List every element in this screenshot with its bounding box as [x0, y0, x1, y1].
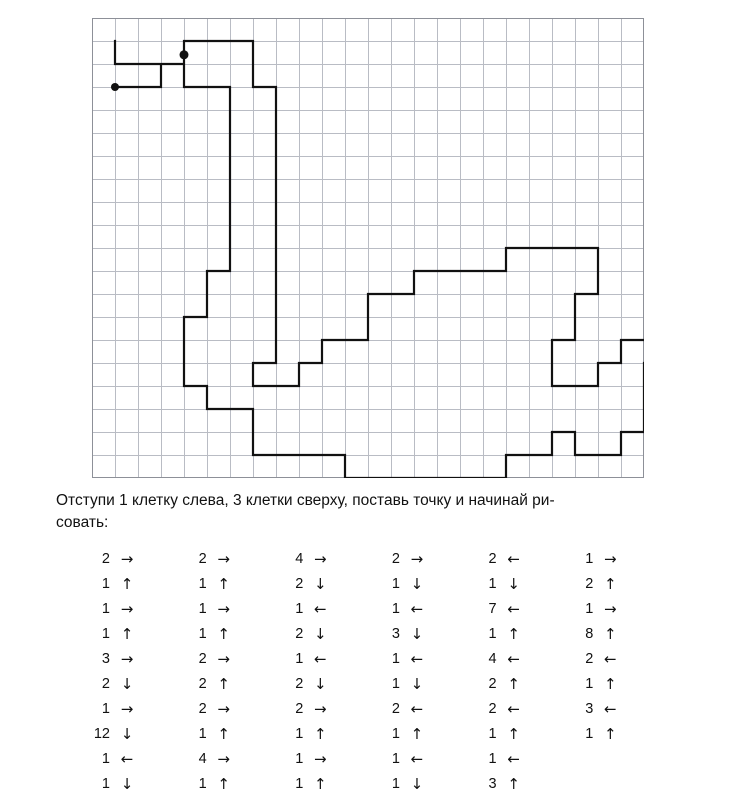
step-direction-arrow-icon: ↓ — [314, 624, 327, 643]
step-row — [84, 546, 664, 571]
step-cell — [84, 571, 181, 596]
step-count: 1 — [391, 600, 400, 617]
step-entry — [374, 725, 471, 743]
step-count: 2 — [391, 550, 400, 567]
step-count: 1 — [101, 625, 110, 642]
step-entry — [84, 675, 181, 693]
step-entry — [374, 600, 471, 618]
swan-figure — [115, 41, 644, 478]
step-direction-arrow-icon: → — [603, 599, 617, 618]
step-direction-arrow-icon: ↓ — [410, 574, 424, 593]
step-direction-arrow-icon: ← — [410, 749, 424, 768]
step-direction-arrow-icon: ← — [410, 699, 424, 718]
step-entry — [471, 600, 568, 618]
step-entry — [567, 700, 664, 718]
step-count: 1 — [391, 675, 400, 692]
step-direction-arrow-icon: ↓ — [410, 774, 424, 793]
step-row — [84, 771, 664, 796]
instructions-text — [56, 490, 692, 535]
step-cell — [374, 571, 471, 596]
step-count: 2 — [295, 700, 304, 717]
step-direction-arrow-icon: ↑ — [217, 774, 230, 793]
step-cell — [84, 771, 181, 796]
step-count: 1 — [391, 775, 400, 792]
step-direction-arrow-icon: ↑ — [603, 574, 617, 593]
step-direction-arrow-icon: ↑ — [217, 574, 230, 593]
step-count: 2 — [295, 575, 304, 592]
step-cell — [567, 746, 664, 771]
step-cell — [277, 771, 374, 796]
step-direction-arrow-icon: ↑ — [314, 724, 327, 743]
step-count: 2 — [198, 700, 207, 717]
step-count: 1 — [391, 650, 400, 667]
step-entry — [471, 575, 568, 593]
step-direction-arrow-icon: ↓ — [507, 574, 520, 593]
step-count: 1 — [295, 600, 304, 617]
step-cell — [567, 771, 664, 796]
step-entry — [277, 725, 374, 743]
step-direction-arrow-icon: ← — [314, 649, 327, 668]
step-direction-arrow-icon: ↑ — [507, 774, 520, 793]
step-entry — [84, 700, 181, 718]
step-direction-arrow-icon: ↑ — [217, 674, 230, 693]
step-entry — [471, 725, 568, 743]
step-entry — [471, 650, 568, 668]
step-direction-arrow-icon: ↓ — [410, 624, 424, 643]
step-entry — [84, 550, 181, 568]
step-entry — [277, 650, 374, 668]
step-cell — [471, 671, 568, 696]
step-count: 2 — [198, 675, 207, 692]
step-cell — [84, 721, 181, 746]
step-entry — [277, 700, 374, 718]
step-count: 3 — [101, 650, 110, 667]
step-count: 2 — [488, 675, 497, 692]
step-cell — [471, 621, 568, 646]
step-cell — [374, 646, 471, 671]
step-entry — [84, 725, 181, 743]
step-entry — [181, 650, 278, 668]
step-direction-arrow-icon: ↑ — [603, 724, 617, 743]
step-direction-arrow-icon: → — [120, 549, 134, 568]
step-count: 4 — [488, 650, 497, 667]
step-cell — [181, 571, 278, 596]
step-count: 1 — [101, 600, 110, 617]
step-direction-arrow-icon: → — [603, 549, 617, 568]
step-cell — [374, 746, 471, 771]
step-cell — [181, 671, 278, 696]
step-cell — [374, 621, 471, 646]
step-count: 2 — [101, 675, 110, 692]
step-entry — [374, 750, 471, 768]
step-entry — [374, 650, 471, 668]
step-entry — [277, 600, 374, 618]
step-entry — [277, 775, 374, 793]
step-direction-arrow-icon: → — [120, 599, 134, 618]
step-entry — [567, 600, 664, 618]
step-direction-arrow-icon: ↓ — [410, 674, 424, 693]
step-count: 1 — [198, 725, 207, 742]
step-count: 1 — [391, 575, 400, 592]
step-entry — [567, 725, 664, 743]
step-cell — [84, 671, 181, 696]
step-entry — [471, 675, 568, 693]
step-direction-arrow-icon: ↑ — [410, 724, 424, 743]
dictation-steps-table — [84, 546, 664, 796]
step-cell — [567, 721, 664, 746]
step-count: 2 — [295, 625, 304, 642]
step-cell — [374, 671, 471, 696]
step-direction-arrow-icon: ↑ — [507, 674, 520, 693]
step-count: 2 — [488, 700, 497, 717]
step-cell — [84, 621, 181, 646]
step-entry — [277, 675, 374, 693]
step-entry — [374, 550, 471, 568]
step-count: 4 — [198, 750, 207, 767]
step-count: 1 — [198, 575, 207, 592]
step-direction-arrow-icon: → — [217, 549, 230, 568]
step-cell — [374, 721, 471, 746]
step-cell — [471, 596, 568, 621]
step-direction-arrow-icon: → — [217, 749, 230, 768]
step-cell — [567, 571, 664, 596]
step-entry — [84, 575, 181, 593]
step-entry — [277, 625, 374, 643]
step-entry — [374, 775, 471, 793]
step-entry — [84, 600, 181, 618]
step-count: 2 — [488, 550, 497, 567]
step-cell — [567, 671, 664, 696]
step-count: 2 — [198, 550, 207, 567]
step-entry — [181, 725, 278, 743]
step-direction-arrow-icon: ↓ — [314, 574, 327, 593]
instruction-line-2: совать: — [56, 514, 109, 532]
step-count: 2 — [295, 675, 304, 692]
step-direction-arrow-icon: → — [217, 699, 230, 718]
step-count: 1 — [295, 775, 304, 792]
step-cell — [84, 596, 181, 621]
step-count: 4 — [295, 550, 304, 567]
step-cell — [181, 746, 278, 771]
step-direction-arrow-icon: ← — [507, 549, 520, 568]
step-direction-arrow-icon: ↓ — [120, 774, 134, 793]
step-direction-arrow-icon: → — [217, 599, 230, 618]
step-direction-arrow-icon: ← — [603, 699, 617, 718]
step-direction-arrow-icon: ↑ — [120, 624, 134, 643]
step-count: 12 — [93, 725, 110, 742]
step-cell — [181, 596, 278, 621]
step-entry — [181, 550, 278, 568]
step-count: 1 — [488, 625, 497, 642]
step-count: 1 — [488, 750, 497, 767]
step-direction-arrow-icon: → — [120, 649, 134, 668]
step-direction-arrow-icon: ↑ — [217, 624, 230, 643]
step-entry — [84, 750, 181, 768]
step-cell — [471, 546, 568, 571]
step-cell — [567, 696, 664, 721]
step-count: 1 — [101, 775, 110, 792]
step-entry — [84, 775, 181, 793]
step-entry — [181, 625, 278, 643]
step-entry — [277, 550, 374, 568]
step-cell — [374, 696, 471, 721]
step-cell — [277, 721, 374, 746]
step-cell — [181, 696, 278, 721]
step-entry — [471, 775, 568, 793]
step-count: 8 — [585, 625, 594, 642]
step-cell — [374, 596, 471, 621]
step-entry — [277, 750, 374, 768]
start-dot-icon — [111, 83, 119, 91]
step-direction-arrow-icon: ← — [603, 649, 617, 668]
step-cell — [277, 621, 374, 646]
step-count: 2 — [585, 575, 594, 592]
graphic-dictation-svg — [92, 18, 644, 478]
step-count: 1 — [295, 725, 304, 742]
eye-dot-icon — [180, 50, 189, 59]
step-direction-arrow-icon: ↓ — [314, 674, 327, 693]
step-count: 1 — [585, 725, 594, 742]
step-count: 2 — [198, 650, 207, 667]
step-count: 1 — [488, 725, 497, 742]
step-direction-arrow-icon: ← — [314, 599, 327, 618]
step-direction-arrow-icon: ← — [120, 749, 134, 768]
step-cell — [471, 646, 568, 671]
step-count: 1 — [101, 575, 110, 592]
step-row — [84, 571, 664, 596]
step-cell — [374, 546, 471, 571]
step-cell — [181, 546, 278, 571]
step-count: 1 — [585, 675, 594, 692]
step-cell — [84, 546, 181, 571]
step-cell — [84, 746, 181, 771]
step-entry — [567, 625, 664, 643]
step-entry — [374, 700, 471, 718]
step-direction-arrow-icon: ↑ — [603, 674, 617, 693]
step-entry — [181, 700, 278, 718]
step-entry — [84, 650, 181, 668]
step-entry — [181, 750, 278, 768]
step-cell — [471, 571, 568, 596]
step-cell — [277, 646, 374, 671]
step-count: 2 — [585, 650, 594, 667]
step-entry — [471, 700, 568, 718]
step-cell — [84, 696, 181, 721]
step-count: 1 — [101, 750, 110, 767]
step-direction-arrow-icon: → — [217, 649, 230, 668]
step-entry — [374, 625, 471, 643]
step-direction-arrow-icon: ↑ — [507, 724, 520, 743]
step-cell — [567, 646, 664, 671]
step-count: 1 — [585, 550, 594, 567]
step-direction-arrow-icon: ← — [507, 599, 520, 618]
step-cell — [277, 671, 374, 696]
step-entry — [567, 550, 664, 568]
step-entry — [277, 575, 374, 593]
step-cell — [374, 771, 471, 796]
step-count: 1 — [488, 575, 497, 592]
step-count: 1 — [198, 625, 207, 642]
step-entry — [567, 675, 664, 693]
step-entry — [471, 550, 568, 568]
step-entry — [181, 675, 278, 693]
step-direction-arrow-icon: ↓ — [120, 674, 134, 693]
step-count: 3 — [585, 700, 594, 717]
step-cell — [181, 621, 278, 646]
step-direction-arrow-icon: → — [314, 699, 327, 718]
step-cell — [181, 771, 278, 796]
step-direction-arrow-icon: ↑ — [314, 774, 327, 793]
step-count: 2 — [391, 700, 400, 717]
step-entry — [181, 775, 278, 793]
step-count: 3 — [391, 625, 400, 642]
step-cell — [84, 646, 181, 671]
step-direction-arrow-icon: ← — [507, 699, 520, 718]
step-row — [84, 671, 664, 696]
step-count: 1 — [295, 750, 304, 767]
step-entry — [181, 600, 278, 618]
step-cell — [181, 721, 278, 746]
step-count: 1 — [198, 775, 207, 792]
step-cell — [181, 646, 278, 671]
step-entry — [374, 675, 471, 693]
step-row — [84, 621, 664, 646]
instruction-line-1: Отступи 1 клетку слева, 3 клетки сверху, поставь точку и начинай ри- — [56, 492, 555, 509]
step-cell — [277, 596, 374, 621]
grid-drawing-area — [92, 18, 644, 478]
step-direction-arrow-icon: → — [120, 699, 134, 718]
step-count: 1 — [295, 650, 304, 667]
step-cell — [471, 696, 568, 721]
step-count: 1 — [101, 700, 110, 717]
step-direction-arrow-icon: ← — [410, 599, 424, 618]
step-direction-arrow-icon: ↑ — [217, 724, 230, 743]
step-count: 1 — [391, 750, 400, 767]
step-cell — [277, 746, 374, 771]
step-cell — [277, 571, 374, 596]
step-direction-arrow-icon: → — [314, 549, 327, 568]
step-entry — [567, 650, 664, 668]
step-cell — [567, 546, 664, 571]
swan-outline-path — [115, 41, 644, 478]
step-row — [84, 696, 664, 721]
step-direction-arrow-icon: ← — [507, 649, 520, 668]
step-entry — [471, 625, 568, 643]
step-count: 2 — [101, 550, 110, 567]
step-direction-arrow-icon: ← — [410, 649, 424, 668]
step-row — [84, 746, 664, 771]
step-direction-arrow-icon: ← — [507, 749, 520, 768]
step-cell — [471, 721, 568, 746]
step-row — [84, 646, 664, 671]
step-row — [84, 596, 664, 621]
step-entry — [567, 575, 664, 593]
step-count: 7 — [488, 600, 497, 617]
step-direction-arrow-icon: ↑ — [120, 574, 134, 593]
step-direction-arrow-icon: ↑ — [507, 624, 520, 643]
step-count: 3 — [488, 775, 497, 792]
step-direction-arrow-icon: → — [314, 749, 327, 768]
step-cell — [471, 771, 568, 796]
step-cell — [277, 696, 374, 721]
step-row — [84, 721, 664, 746]
step-count: 1 — [585, 600, 594, 617]
step-count: 1 — [198, 600, 207, 617]
step-cell — [277, 546, 374, 571]
step-direction-arrow-icon: ↑ — [603, 624, 617, 643]
step-cell — [567, 596, 664, 621]
step-entry — [374, 575, 471, 593]
dictation-steps-body — [84, 546, 664, 796]
step-count: 1 — [391, 725, 400, 742]
step-entry — [471, 750, 568, 768]
step-entry — [84, 625, 181, 643]
step-cell — [471, 746, 568, 771]
step-direction-arrow-icon: → — [410, 549, 424, 568]
step-entry — [181, 575, 278, 593]
step-direction-arrow-icon: ↓ — [120, 724, 134, 743]
step-cell — [567, 621, 664, 646]
